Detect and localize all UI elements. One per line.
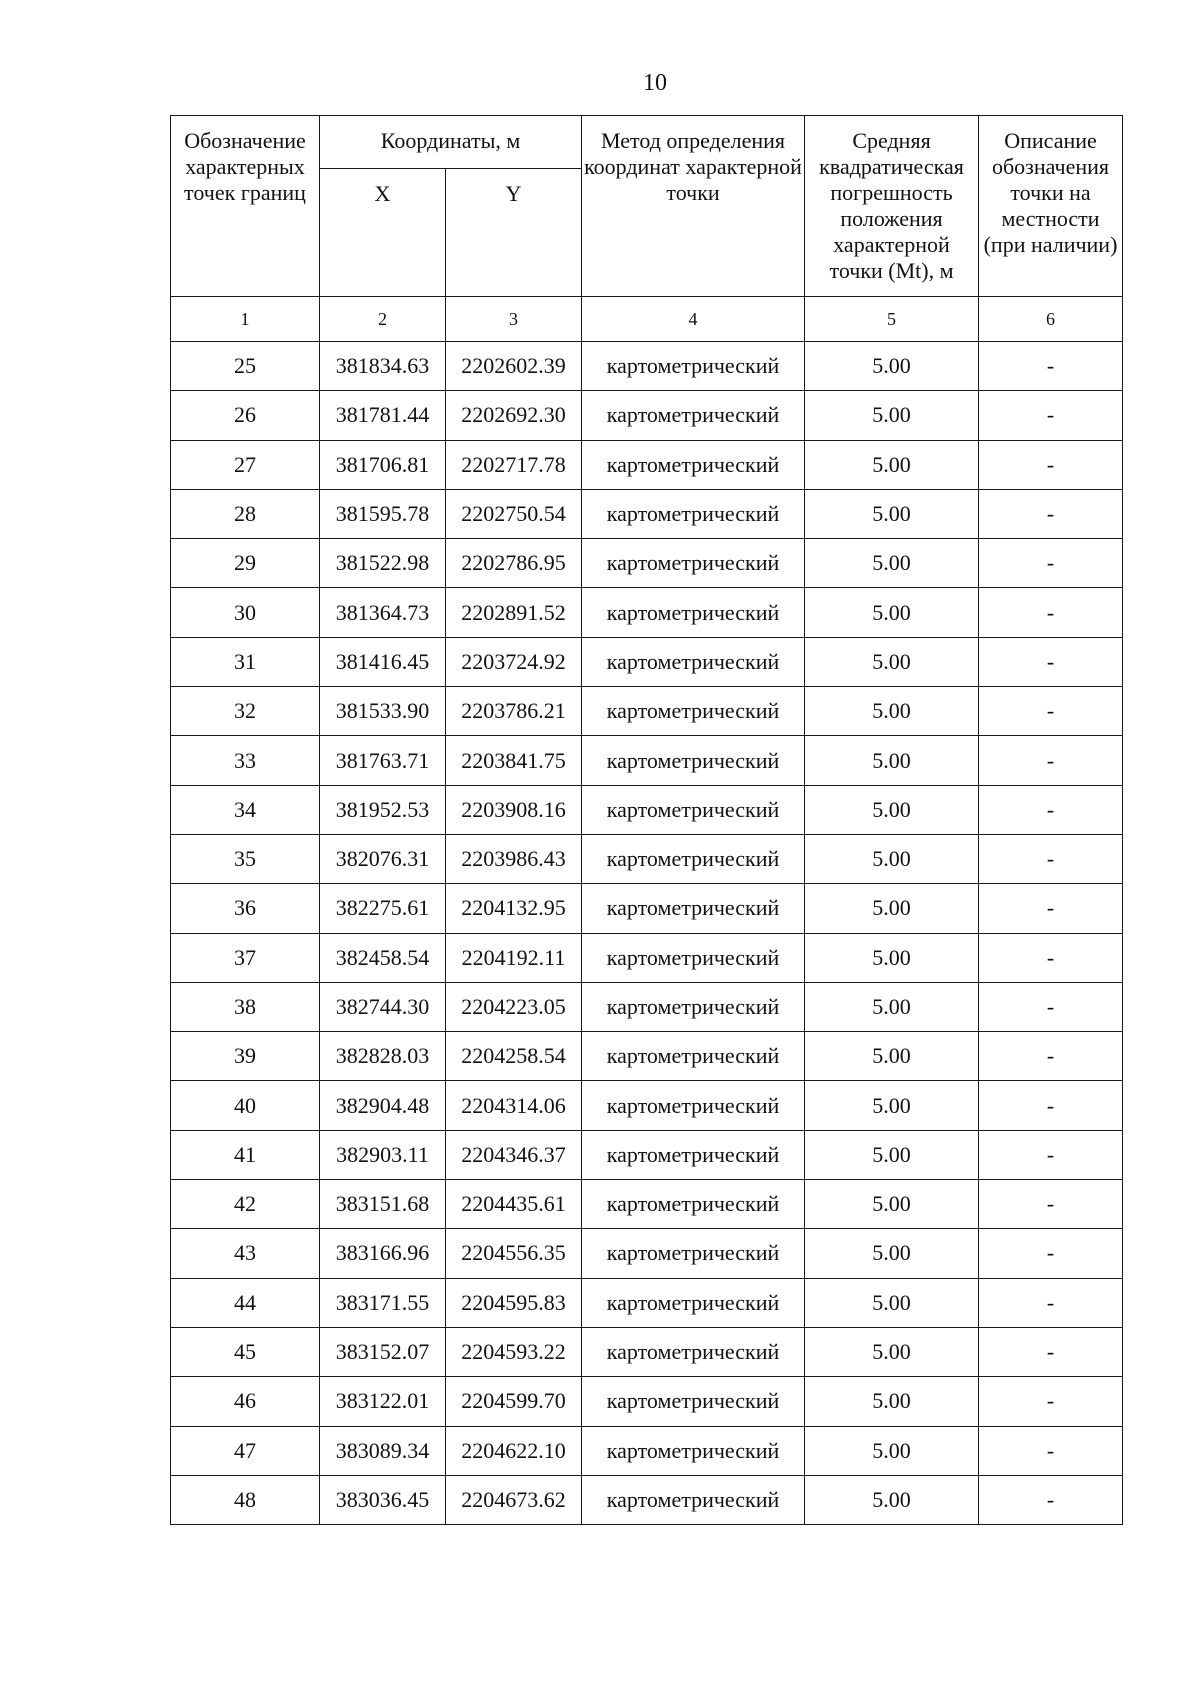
cell-error: 5.00 [805,1180,979,1229]
cell-description: - [979,1180,1123,1229]
cell-y: 2204435.61 [446,1180,582,1229]
cell-method: картометрический [582,489,805,538]
cell-y: 2204258.54 [446,1032,582,1081]
cell-x: 382275.61 [320,884,446,933]
cell-x: 381595.78 [320,489,446,538]
cell-y: 2204595.83 [446,1278,582,1327]
cell-x: 381533.90 [320,687,446,736]
cell-x: 381364.73 [320,588,446,637]
cell-method: картометрический [582,736,805,785]
cell-method: картометрический [582,1327,805,1376]
cell-x: 381763.71 [320,736,446,785]
cell-error: 5.00 [805,1278,979,1327]
column-number: 3 [446,297,582,342]
cell-y: 2202891.52 [446,588,582,637]
cell-error: 5.00 [805,1081,979,1130]
cell-method: картометрический [582,785,805,834]
cell-y: 2203986.43 [446,834,582,883]
cell-method: картометрический [582,834,805,883]
cell-x: 383122.01 [320,1377,446,1426]
cell-error: 5.00 [805,834,979,883]
cell-point: 29 [171,539,320,588]
table-row [171,1229,1123,1278]
page-number: 10 [643,70,667,96]
cell-method: картометрический [582,884,805,933]
cell-point: 41 [171,1130,320,1179]
cell-point: 30 [171,588,320,637]
table-row [171,489,1123,538]
cell-error: 5.00 [805,736,979,785]
cell-method: картометрический [582,391,805,440]
column-numbers-row [171,297,1123,342]
header-method: Метод определения координат характерной точки [582,116,805,297]
cell-description: - [979,588,1123,637]
cell-method: картометрический [582,687,805,736]
table-row [171,391,1123,440]
cell-method: картометрический [582,539,805,588]
table-row [171,1032,1123,1081]
table-body [171,297,1123,1525]
table-row [171,1426,1123,1475]
cell-x: 381781.44 [320,391,446,440]
cell-method: картометрический [582,1475,805,1524]
cell-description: - [979,687,1123,736]
cell-point: 38 [171,982,320,1031]
cell-point: 46 [171,1377,320,1426]
cell-x: 383036.45 [320,1475,446,1524]
header-point-designation: Обозначение характерных точек границ [171,116,320,297]
cell-error: 5.00 [805,588,979,637]
cell-description: - [979,884,1123,933]
cell-method: картометрический [582,588,805,637]
cell-x: 382904.48 [320,1081,446,1130]
header-y: Y [446,169,582,297]
table-row [171,933,1123,982]
cell-method: картометрический [582,1278,805,1327]
cell-y: 2204593.22 [446,1327,582,1376]
cell-description: - [979,785,1123,834]
cell-description: - [979,1426,1123,1475]
header-x: X [320,169,446,297]
cell-y: 2204223.05 [446,982,582,1031]
cell-x: 381706.81 [320,440,446,489]
cell-description: - [979,489,1123,538]
cell-x: 382744.30 [320,982,446,1031]
table-row [171,588,1123,637]
cell-method: картометрический [582,342,805,391]
cell-x: 381834.63 [320,342,446,391]
cell-description: - [979,391,1123,440]
cell-error: 5.00 [805,440,979,489]
cell-y: 2204599.70 [446,1377,582,1426]
column-number: 1 [171,297,320,342]
cell-y: 2204556.35 [446,1229,582,1278]
table-row [171,539,1123,588]
cell-x: 383089.34 [320,1426,446,1475]
cell-description: - [979,1130,1123,1179]
cell-description: - [979,637,1123,686]
cell-description: - [979,440,1123,489]
cell-description: - [979,1278,1123,1327]
cell-method: картометрический [582,440,805,489]
cell-x: 381952.53 [320,785,446,834]
cell-error: 5.00 [805,933,979,982]
header-coordinates: Координаты, м [320,116,582,169]
table-row [171,1475,1123,1524]
cell-y: 2204314.06 [446,1081,582,1130]
cell-y: 2203724.92 [446,637,582,686]
table-row [171,1081,1123,1130]
cell-y: 2204346.37 [446,1130,582,1179]
cell-y: 2202750.54 [446,489,582,538]
cell-error: 5.00 [805,391,979,440]
cell-point: 39 [171,1032,320,1081]
cell-description: - [979,1327,1123,1376]
cell-error: 5.00 [805,982,979,1031]
cell-method: картометрический [582,1229,805,1278]
cell-method: картометрический [582,1081,805,1130]
cell-point: 27 [171,440,320,489]
cell-x: 382903.11 [320,1130,446,1179]
cell-error: 5.00 [805,637,979,686]
table-row [171,785,1123,834]
cell-description: - [979,982,1123,1031]
cell-description: - [979,1229,1123,1278]
cell-description: - [979,1475,1123,1524]
cell-x: 382458.54 [320,933,446,982]
cell-error: 5.00 [805,489,979,538]
cell-x: 382076.31 [320,834,446,883]
cell-description: - [979,736,1123,785]
cell-y: 2203841.75 [446,736,582,785]
cell-y: 2203786.21 [446,687,582,736]
cell-point: 32 [171,687,320,736]
cell-description: - [979,1032,1123,1081]
cell-method: картометрический [582,1377,805,1426]
column-number: 2 [320,297,446,342]
cell-point: 37 [171,933,320,982]
cell-x: 383166.96 [320,1229,446,1278]
column-number: 6 [979,297,1123,342]
cell-description: - [979,834,1123,883]
cell-error: 5.00 [805,785,979,834]
cell-description: - [979,1081,1123,1130]
table-row [171,440,1123,489]
cell-method: картометрический [582,982,805,1031]
cell-description: - [979,539,1123,588]
cell-method: картометрический [582,1426,805,1475]
cell-point: 42 [171,1180,320,1229]
cell-y: 2202717.78 [446,440,582,489]
cell-y: 2204622.10 [446,1426,582,1475]
cell-point: 28 [171,489,320,538]
cell-error: 5.00 [805,1032,979,1081]
column-number: 5 [805,297,979,342]
cell-error: 5.00 [805,1229,979,1278]
cell-point: 45 [171,1327,320,1376]
column-number: 4 [582,297,805,342]
header-error: Средняя квадратическая погрешность положения характерной точки (Mt), м [805,116,979,297]
cell-point: 35 [171,834,320,883]
cell-error: 5.00 [805,687,979,736]
cell-y: 2204673.62 [446,1475,582,1524]
cell-x: 383151.68 [320,1180,446,1229]
table-row [171,982,1123,1031]
cell-point: 25 [171,342,320,391]
cell-y: 2204192.11 [446,933,582,982]
table-row [171,1130,1123,1179]
cell-error: 5.00 [805,1327,979,1376]
cell-error: 5.00 [805,539,979,588]
table-row [171,884,1123,933]
cell-method: картометрический [582,933,805,982]
boundary-points-table [170,115,1123,1525]
cell-point: 34 [171,785,320,834]
cell-y: 2203908.16 [446,785,582,834]
cell-x: 383152.07 [320,1327,446,1376]
cell-error: 5.00 [805,342,979,391]
table-row [171,1377,1123,1426]
cell-point: 33 [171,736,320,785]
header-description: Описание обозначения точки на местности (при наличии) [979,116,1123,297]
table-row [171,834,1123,883]
cell-point: 36 [171,884,320,933]
table-row [171,1327,1123,1376]
cell-x: 381416.45 [320,637,446,686]
cell-point: 47 [171,1426,320,1475]
cell-point: 43 [171,1229,320,1278]
cell-point: 26 [171,391,320,440]
table-row [171,1278,1123,1327]
cell-point: 31 [171,637,320,686]
cell-error: 5.00 [805,1475,979,1524]
cell-method: картометрический [582,637,805,686]
table-row [171,736,1123,785]
table-row [171,637,1123,686]
cell-y: 2202786.95 [446,539,582,588]
cell-error: 5.00 [805,884,979,933]
cell-x: 381522.98 [320,539,446,588]
cell-point: 40 [171,1081,320,1130]
cell-error: 5.00 [805,1130,979,1179]
cell-y: 2202602.39 [446,342,582,391]
table-row [171,687,1123,736]
cell-description: - [979,933,1123,982]
cell-description: - [979,1377,1123,1426]
cell-x: 383171.55 [320,1278,446,1327]
cell-y: 2204132.95 [446,884,582,933]
table-row [171,342,1123,391]
cell-point: 48 [171,1475,320,1524]
cell-x: 382828.03 [320,1032,446,1081]
cell-description: - [979,342,1123,391]
cell-method: картометрический [582,1130,805,1179]
cell-error: 5.00 [805,1377,979,1426]
cell-method: картометрический [582,1032,805,1081]
cell-error: 5.00 [805,1426,979,1475]
table-row [171,1180,1123,1229]
cell-point: 44 [171,1278,320,1327]
cell-method: картометрический [582,1180,805,1229]
cell-y: 2202692.30 [446,391,582,440]
